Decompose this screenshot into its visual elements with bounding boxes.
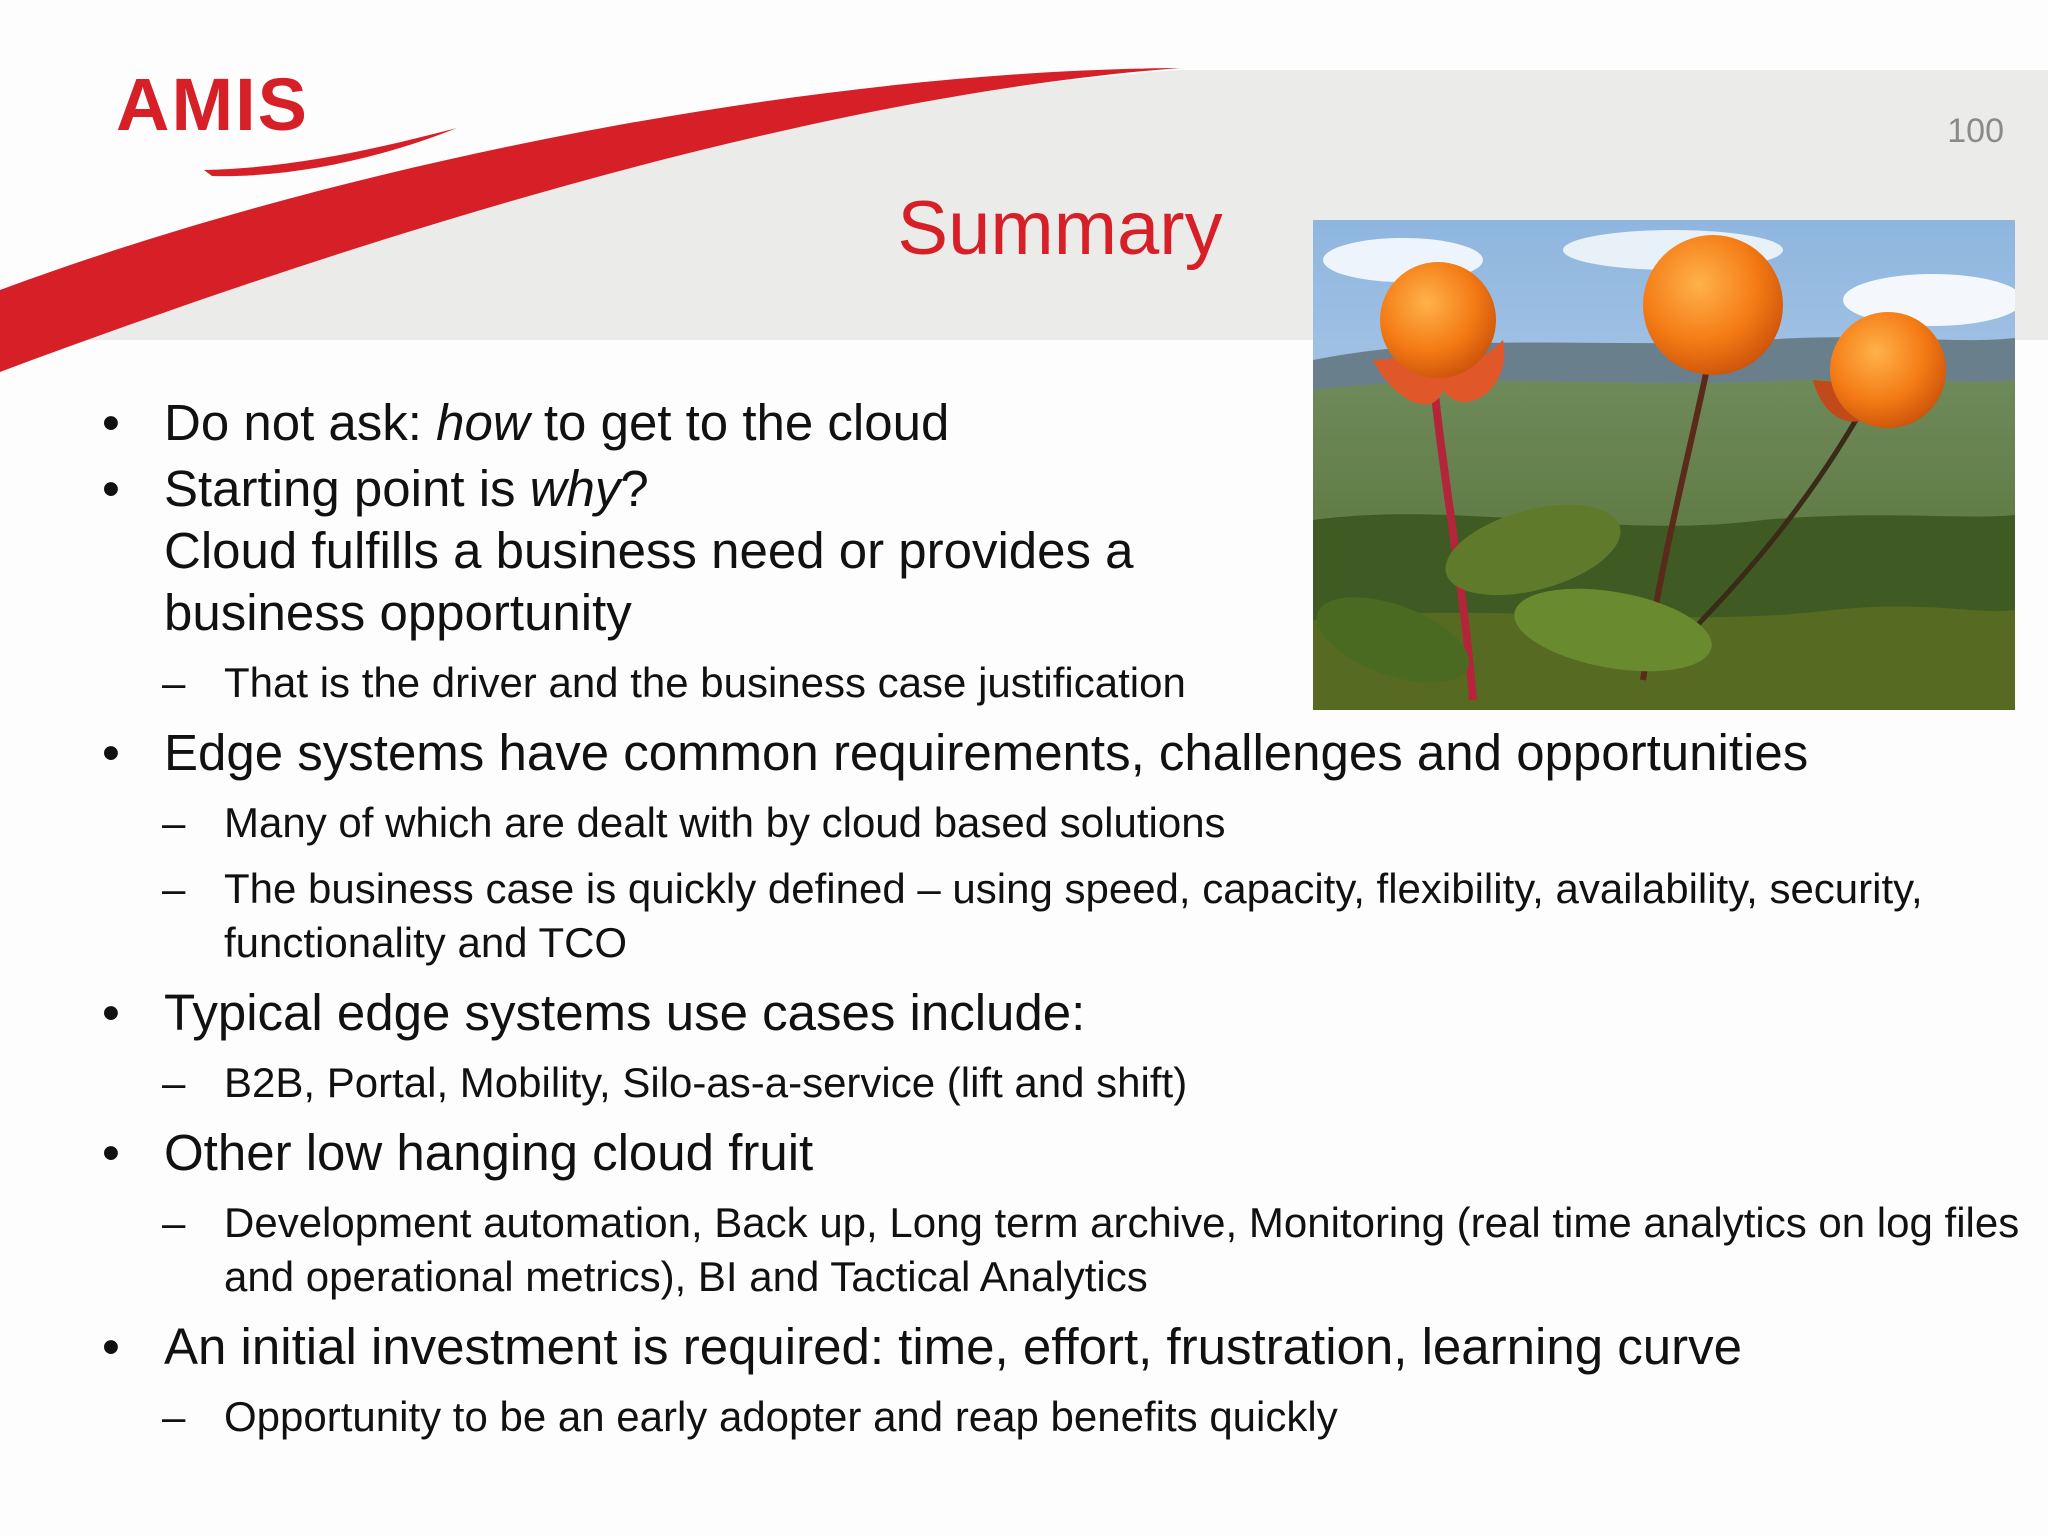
bullet-text: ? [620,460,649,517]
sub-bullet-item [100,1056,2000,1110]
bullet-text: Typical edge systems use cases include: [164,984,1086,1041]
dash-marker: – [162,1059,186,1106]
bullet-item [100,458,1304,644]
slide-title: Summary [897,186,1223,271]
svg-text:AMIS: AMIS [116,63,309,146]
bullet-item [100,1122,2000,1184]
bullet-text: to get to the cloud [529,394,950,451]
bullet-text: Cloud fulfills a business need or provides a [164,522,1134,579]
bullet-item [100,392,1304,454]
sub-bullet-text: That is the driver and the business case justification [224,659,1186,706]
dash-marker: – [162,799,186,846]
sub-bullet-text: B2B, Portal, Mobility, Silo-as-a-service (lift and shift) [224,1059,1188,1106]
bullet-text: business opportunity [164,584,632,641]
page-number: 100 [1947,112,2004,150]
bullet-marker: • [102,724,120,781]
bullet-text: An initial investment is required: time, effort, frustration, learning curve [164,1318,1742,1375]
bullet-item [100,1316,2000,1378]
dash-marker: – [162,659,186,706]
bullet-emphasis: why [529,460,621,517]
bullet-text: Starting point is [164,460,530,517]
sub-bullet-item [100,1196,2048,1304]
bullet-marker: • [102,984,120,1041]
sub-bullet-text: The business case is quickly defined – using speed, capacity, flexibility, availability, security, functionality and TCO [224,865,1923,966]
bullet-text: Edge systems have common requirements, challenges and opportunities [164,724,1809,781]
bullet-text: Other low hanging cloud fruit [164,1124,814,1181]
sub-bullet-item [100,1390,2000,1444]
sub-bullet-text: Development automation, Back up, Long term archive, Monitoring (real time analytics on log files and operational metrics), BI and Tactical Analytics [224,1199,2020,1300]
dash-marker: – [162,1199,186,1246]
sub-bullet-item [100,862,2044,970]
bullet-marker: • [102,460,120,517]
sub-bullet-item [100,796,2000,850]
sub-bullet-text: Many of which are dealt with by cloud based solutions [224,799,1226,846]
bullet-item [100,722,2000,784]
bullet-emphasis: how [436,394,530,451]
amis-logo [112,58,472,188]
bullet-marker: • [102,1124,120,1181]
bullet-marker: • [102,394,120,451]
bullet-list [100,392,2020,1456]
dash-marker: – [162,865,186,912]
bullet-marker: • [102,1318,120,1375]
bullet-item [100,982,2000,1044]
sub-bullet-item [100,656,1364,710]
sub-bullet-text: Opportunity to be an early adopter and reap benefits quickly [224,1393,1338,1440]
bullet-text: Do not ask: [164,394,437,451]
dash-marker: – [162,1393,186,1440]
